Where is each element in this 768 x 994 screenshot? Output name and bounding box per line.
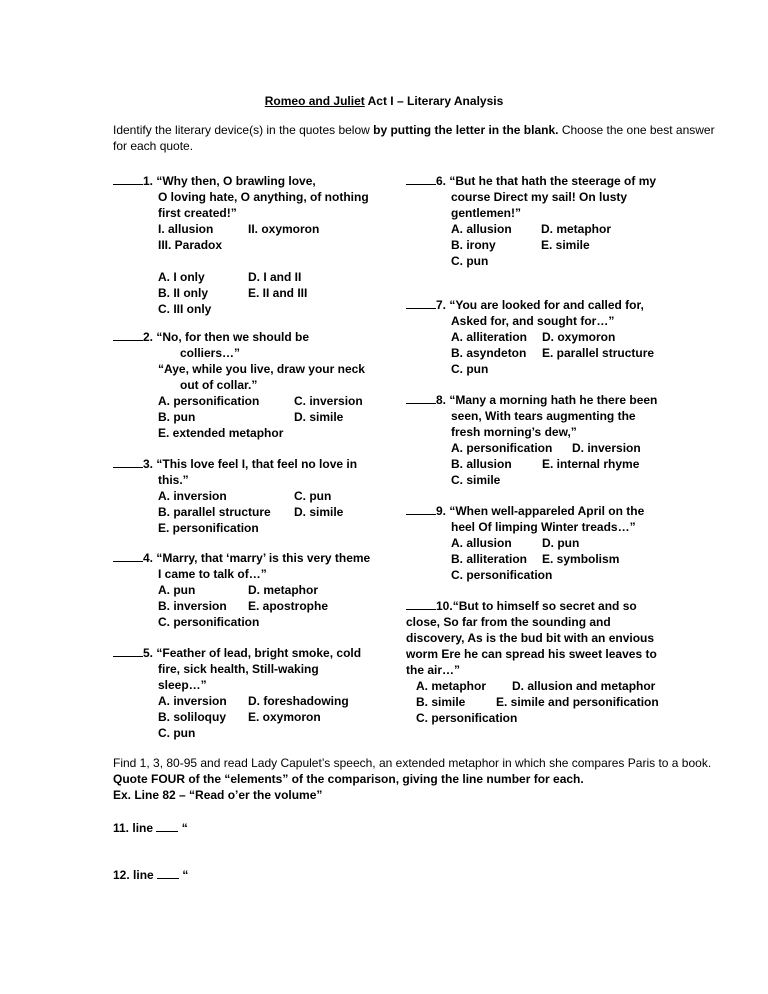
question-text: course Direct my sail! On lusty	[451, 190, 628, 204]
answer-option: A. pun	[158, 583, 196, 597]
answer-option: B. alliteration	[451, 552, 528, 566]
answer-option: B. parallel structure	[158, 505, 271, 519]
line-item-label: line	[133, 868, 154, 882]
answer-option: E. parallel structure	[542, 346, 655, 360]
question-text: fresh morning’s dew,”	[451, 425, 577, 439]
answer-option: E. internal rhyme	[542, 457, 640, 471]
answer-blank-7[interactable]	[406, 296, 436, 309]
roman-option: II. oxymoron	[248, 222, 320, 236]
question-number: 6.	[436, 174, 447, 188]
page-title	[0, 93, 768, 109]
question-text: heel Of limping Winter treads…”	[451, 520, 636, 534]
question-text: O loving hate, O anything, of nothing	[158, 190, 369, 204]
question-text: “No, for then we should be	[156, 330, 310, 344]
answer-option: E. personification	[158, 521, 259, 535]
answer-option: C. pun	[451, 254, 489, 268]
line-item-quote: “	[181, 821, 188, 835]
question-number: 8.	[436, 393, 447, 407]
question-text: “But to himself so secret and so	[452, 599, 637, 613]
answer-option: B. soliloquy	[158, 710, 227, 724]
answer-blank-1[interactable]	[113, 172, 143, 185]
answer-option: A. personification	[158, 394, 260, 408]
question-text: “Feather of lead, bright smoke, cold	[156, 646, 362, 660]
answer-blank-6[interactable]	[406, 172, 436, 185]
answer-option: A. alliteration	[451, 330, 528, 344]
line-number-blank-12[interactable]	[157, 866, 179, 879]
question-10	[406, 597, 666, 726]
question-number: 2.	[143, 330, 154, 344]
question-text: discovery, As is the bud bit with an envious	[406, 631, 655, 645]
answer-option: C. pun	[451, 362, 489, 376]
instructions-part2: Choose the one best answer for each quote.	[113, 123, 715, 153]
question-1	[113, 172, 373, 317]
question-text: this.”	[158, 473, 189, 487]
answer-option: B. irony	[451, 238, 496, 252]
question-9	[406, 502, 666, 583]
example-line: Ex. Line 82 – “Read o’er the volume”	[113, 788, 323, 802]
answer-option: A. inversion	[158, 489, 227, 503]
line-item-12	[113, 866, 188, 883]
answer-option: C. pun	[294, 489, 332, 503]
line-item-label: line	[132, 821, 154, 835]
answer-option: C. personification	[416, 711, 518, 725]
answer-option: E. II and III	[248, 286, 308, 300]
answer-option: A. inversion	[158, 694, 227, 708]
answer-option: D. metaphor	[541, 222, 612, 236]
line-item-number: 11.	[113, 821, 130, 835]
question-text: fire, sick health, Still-waking	[158, 662, 319, 676]
answer-option: B. pun	[158, 410, 196, 424]
question-number: 4.	[143, 551, 154, 565]
question-6	[406, 172, 666, 269]
answer-option: D. oxymoron	[542, 330, 616, 344]
answer-option: D. pun	[542, 536, 580, 550]
answer-blank-8[interactable]	[406, 391, 436, 404]
roman-option: III. Paradox	[158, 238, 223, 252]
answer-option: D. foreshadowing	[248, 694, 349, 708]
answer-option: A. metaphor	[416, 679, 487, 693]
answer-option: C. pun	[158, 726, 196, 740]
question-text: first created!”	[158, 206, 237, 220]
answer-option: C. inversion	[294, 394, 363, 408]
answer-option: B. allusion	[451, 457, 512, 471]
bottom-instructions-bold: Quote FOUR of the “elements” of the comparison, giving the line number for each.	[113, 772, 584, 786]
question-text: seen, With tears augmenting the	[451, 409, 636, 423]
question-8	[406, 391, 666, 488]
line-item-quote: “	[182, 868, 189, 882]
title-rest: Act I – Literary Analysis	[364, 94, 504, 108]
question-text: I came to talk of…”	[158, 567, 267, 581]
question-text: “Why then, O brawling love,	[156, 174, 316, 188]
roman-option: I. allusion	[158, 222, 214, 236]
answer-blank-2[interactable]	[113, 328, 143, 341]
answer-blank-9[interactable]	[406, 502, 436, 515]
question-number: 3.	[143, 457, 154, 471]
answer-option: B. II only	[158, 286, 209, 300]
question-text: “When well-appareled April on the	[449, 504, 645, 518]
answer-option: C. III only	[158, 302, 212, 316]
extended-metaphor-instructions	[113, 755, 733, 803]
question-text: the air…”	[406, 663, 461, 677]
instructions	[113, 122, 723, 154]
question-number: 7.	[436, 298, 447, 312]
question-text: Asked for, and sought for…”	[451, 314, 615, 328]
question-text: close, So far from the sounding and	[406, 615, 611, 629]
answer-option: D. simile	[294, 505, 344, 519]
answer-blank-3[interactable]	[113, 455, 143, 468]
answer-option: A. allusion	[451, 536, 512, 550]
answer-option: E. symbolism	[542, 552, 620, 566]
question-number: 1.	[143, 174, 154, 188]
question-text: “This love feel I, that feel no love in	[156, 457, 358, 471]
instructions-part1: Identify the literary device(s) in the quotes below	[113, 123, 374, 137]
answer-blank-10[interactable]	[406, 597, 436, 610]
question-text: out of collar.”	[180, 378, 258, 392]
question-text: colliers…”	[180, 346, 241, 360]
instructions-bold: by putting the letter in the blank.	[373, 123, 559, 137]
answer-option: E. simile and personification	[496, 695, 659, 709]
title-work: Romeo and Juliet	[264, 94, 365, 108]
answer-option: E. simile	[541, 238, 590, 252]
question-text: worm Ere he can spread his sweet leaves to	[406, 647, 657, 661]
answer-blank-4[interactable]	[113, 549, 143, 562]
question-number: 10.	[436, 599, 453, 613]
answer-option: C. personification	[451, 568, 553, 582]
question-text: “Many a morning hath he there been	[449, 393, 658, 407]
answer-option: E. oxymoron	[248, 710, 321, 724]
answer-option: D. inversion	[572, 441, 641, 455]
answer-blank-5[interactable]	[113, 644, 143, 657]
question-5	[113, 644, 373, 741]
answer-option: C. simile	[451, 473, 501, 487]
question-number: 5.	[143, 646, 154, 660]
question-number: 9.	[436, 504, 447, 518]
question-4	[113, 549, 373, 630]
answer-option: B. inversion	[158, 599, 227, 613]
answer-option: B. simile	[416, 695, 466, 709]
question-text: sleep…”	[158, 678, 207, 692]
question-2	[113, 328, 373, 441]
answer-option: C. personification	[158, 615, 260, 629]
line-number-blank-11[interactable]	[156, 819, 178, 832]
question-text: “Aye, while you live, draw your neck	[158, 362, 365, 376]
answer-option: A. I only	[158, 270, 205, 284]
question-text: gentlemen!”	[451, 206, 522, 220]
answer-option: A. personification	[451, 441, 553, 455]
question-3	[113, 455, 373, 536]
question-text: “You are looked for and called for,	[449, 298, 644, 312]
question-7	[406, 296, 666, 377]
answer-option: E. extended metaphor	[158, 426, 284, 440]
answer-option: D. allusion and metaphor	[512, 679, 656, 693]
answer-option: D. I and II	[248, 270, 302, 284]
question-text: “But he that hath the steerage of my	[449, 174, 657, 188]
question-text: “Marry, that ‘marry’ is this very theme	[156, 551, 371, 565]
answer-option: E. apostrophe	[248, 599, 329, 613]
answer-option: B. asyndeton	[451, 346, 527, 360]
line-item-number: 12.	[113, 868, 130, 882]
bottom-instructions-text: Find 1, 3, 80-95 and read Lady Capulet’s speech, an extended metaphor in which she compares Paris to a book.	[113, 756, 712, 770]
answer-option: D. simile	[294, 410, 344, 424]
answer-option: A. allusion	[451, 222, 512, 236]
line-item-11	[113, 819, 188, 836]
answer-option: D. metaphor	[248, 583, 319, 597]
